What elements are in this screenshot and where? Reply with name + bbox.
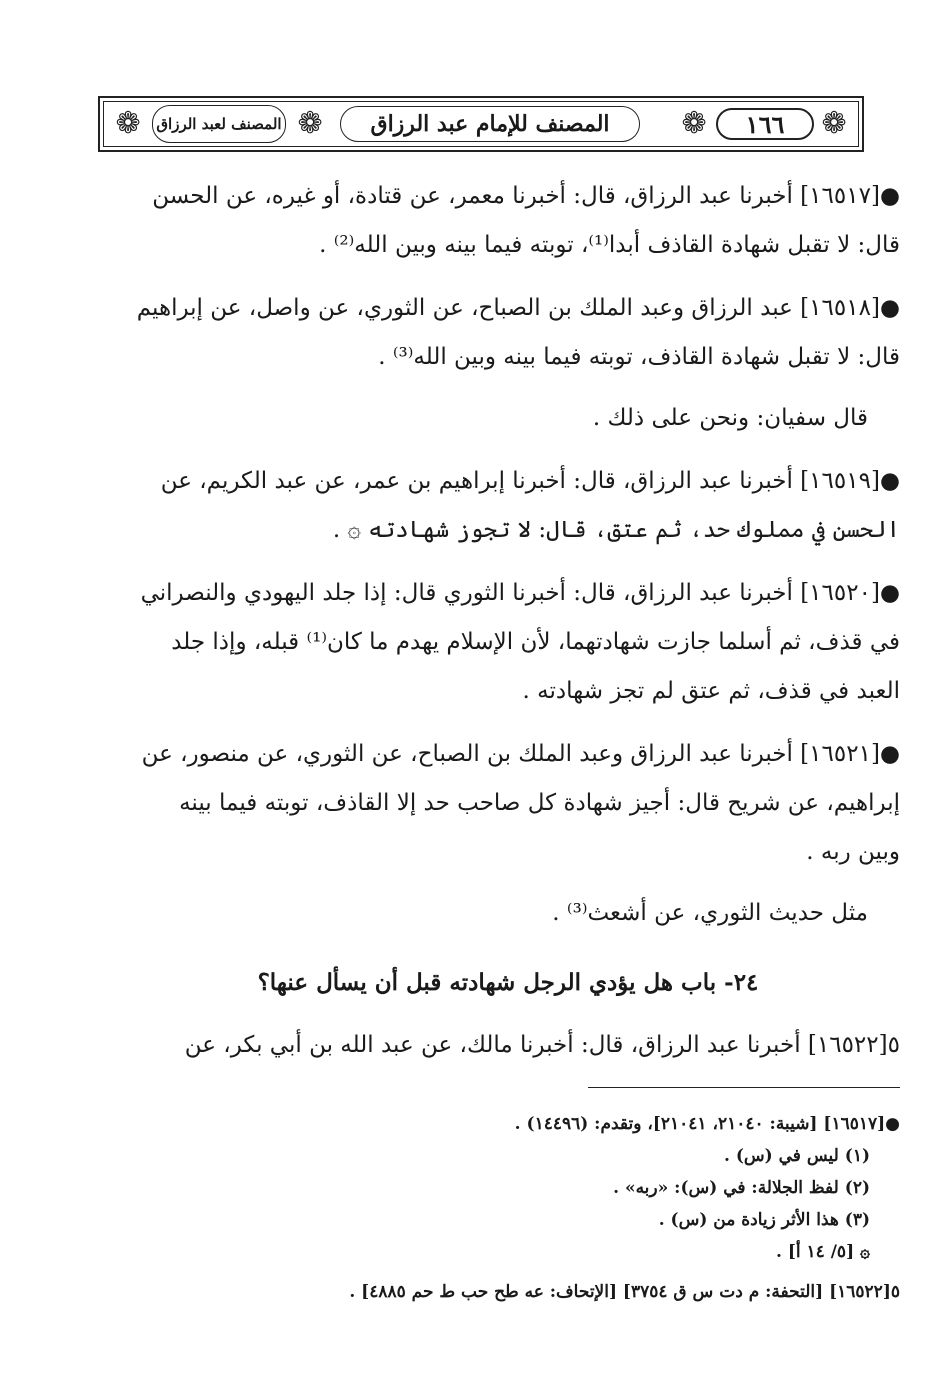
ornament-icon: ❁ [821,106,847,141]
entry-text: [١٦٥١٧] أخبرنا عبد الرزاق، قال: أخبرنا معمر، عن قتادة، أو غيره، عن الحسن [152,183,880,209]
entry-16521-line3: وبين ربه . [806,839,900,865]
footnote-divider [588,1087,900,1088]
ornament-icon: ❁ [297,106,323,141]
footnote-3: (٣) هذا الأثر زيادة من (س) . [658,1210,870,1230]
entry-16521-line2: إبراهيم، عن شريح قال: أجيز شهادة كل صاحب حد إلا القاذف، توبته فيما بينه [179,790,900,816]
note-sufyan: قال سفيان: ونحن على ذلك . [592,405,868,431]
footnote-1: (١) ليس في (س) . [724,1146,870,1166]
running-title: المصنف للإمام عبد الرزاق [340,106,640,142]
book-seal: المصنف لعبد الرزاق [152,105,286,143]
entry-16521-line1: ●[١٦٥٢١] أخبرنا عبد الرزاق وعبد الملك بن الصباح، عن الثوري، عن منصور، عن [141,741,900,767]
ornament-icon: ❁ [681,106,707,141]
entry-16522-line1: ٥[١٦٥٢٢] أخبرنا عبد الرزاق، قال: أخبرنا مالك، عن عبد الله بن أبي بكر، عن [184,1032,900,1058]
entry-marker: ● [879,183,900,209]
entry-16520-line2: في قذف، ثم أسلما جازت شهادتهما، لأن الإسلام يهدم ما كان⁽¹⁾ قبله، وإذا جلد [171,629,900,655]
note-ashath: مثل حديث الثوري، عن أشعث⁽³⁾ . [552,900,868,926]
footnote-2: (٢) لفظ الجلالة: في (س): «ربه» . [613,1178,870,1198]
entry-text: [١٦٥١٨] عبد الرزاق وعبد الملك بن الصباح، عن الثوري، عن واصل، عن إبراهيم [136,295,880,321]
chapter-heading: ٢٤- باب هل يؤدي الرجل شهادته قبل أن يسأل عنها؟ [257,969,759,996]
running-header [98,96,864,152]
entry-marker: ● [879,295,900,321]
entry-16518-line2: قال: لا تقبل شهادة القاذف، توبته فيما بينه وبين الله⁽³⁾ . [378,344,900,370]
entry-16518-line1 [116,284,900,333]
entry-16517-line1 [116,172,900,221]
folio-reference: ۞ [٥/ ١٤ أ] . [775,1242,870,1262]
page-number: ١٦٦ [716,108,814,140]
entry-16519-line2: الحسن في مملوك حد، ثم عتق، قال: لا تجوز شهادته ۞ . [332,517,900,543]
footnotes [116,1108,900,1308]
footnote-ref-16517: ●[١٦٥١٧] [شيبة: ٢١٠٤٠، ٢١٠٤١]، وتقدم: (١٤٤٩٦) . [514,1114,900,1134]
entry-16520-line3: العبد في قذف، ثم عتق لم تجز شهادته . [522,678,900,704]
entry-16519-line1: ●[١٦٥١٩] أخبرنا عبد الرزاق، قال: أخبرنا إبراهيم بن عمر، عن عبد الكريم، عن [160,468,900,494]
ornament-icon: ❁ [115,106,141,141]
entry-16520-line1: ●[١٦٥٢٠] أخبرنا عبد الرزاق، قال: أخبرنا الثوري قال: إذا جلد اليهودي والنصراني [140,580,900,606]
entry-16517-line2: قال: لا تقبل شهادة القاذف أبدا⁽¹⁾، توبته فيما بينه وبين الله⁽²⁾ . [319,232,900,258]
footnote-ref-16522: ٥[١٦٥٢٢] [التحفة: م دت س ق ٣٧٥٤] [الإتحاف: عه طح حب ط حم ٤٨٨٥] . [349,1282,900,1302]
main-text [116,172,900,1070]
